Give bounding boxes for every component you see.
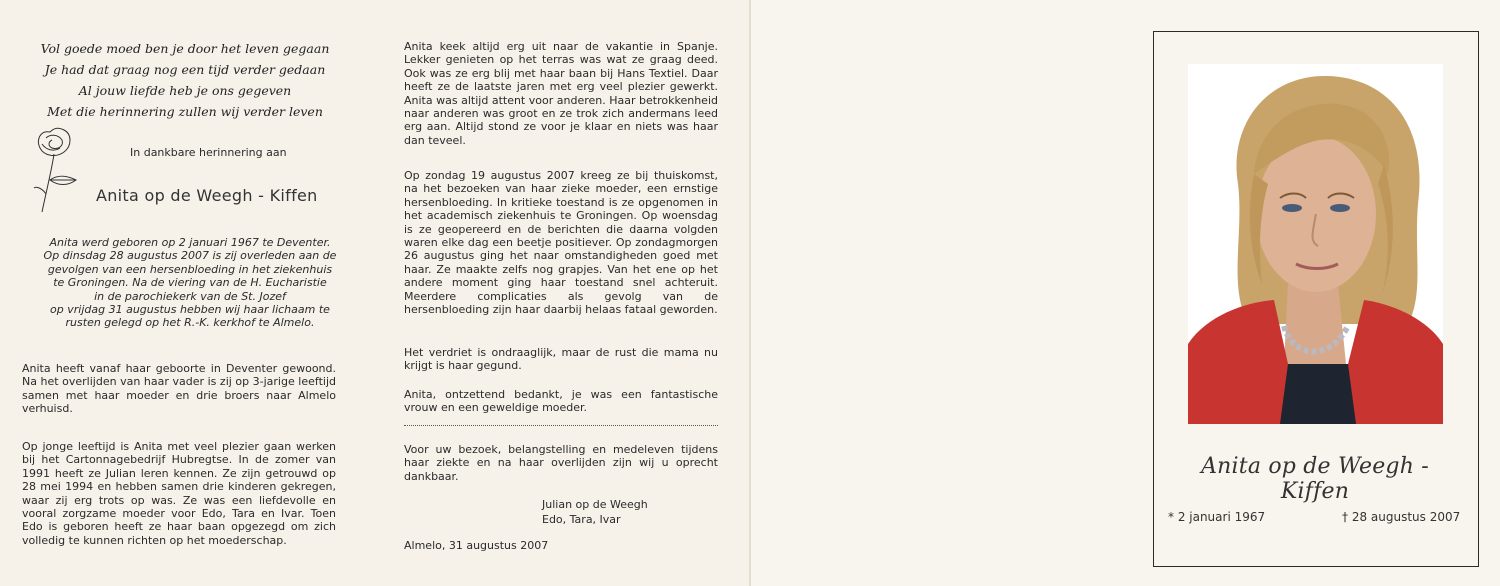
paragraph-text: Anita heeft vanaf haar geboorte in Deventer gewoond. Na het overlijden van haar vader is zij op 3-jarige leeftijd samen met haar moeder en drie broers naar Almelo verhuisd. bbox=[22, 362, 336, 416]
paragraph-youth bbox=[22, 362, 336, 416]
deceased-name: Anita op de Weegh - Kiffen bbox=[96, 186, 318, 205]
dedication-intro: In dankbare herinnering aan bbox=[130, 146, 287, 159]
deceased-name-cover: Anita op de Weegh - Kiffen bbox=[1201, 454, 1429, 504]
poem-line: Met die herinnering zullen wij verder leven bbox=[47, 104, 323, 119]
death-date: † 28 augustus 2007 bbox=[1342, 510, 1461, 524]
signature bbox=[542, 497, 648, 527]
poem-line: Je had dat graag nog een tijd verder gedaan bbox=[44, 62, 326, 77]
birth-date: * 2 januari 1967 bbox=[1168, 510, 1266, 524]
poem-line: Vol goede moed ben je door het leven gegaan bbox=[40, 41, 330, 56]
rose-icon bbox=[32, 124, 82, 216]
bio-line: in de parochiekerk van de St. Jozef bbox=[94, 289, 286, 303]
paragraph-text: Voor uw bezoek, belangstelling en medeleven tijdens haar ziekte en na haar overlijden zijn wij u oprecht dankbaar. bbox=[404, 443, 718, 483]
paragraph-grief bbox=[404, 346, 718, 373]
paragraph-text: Anita, ontzettend bedankt, je was een fantastische vrouw en een geweldige moeder. bbox=[404, 388, 718, 415]
signature-line: Julian op de Weegh bbox=[542, 498, 648, 511]
poem-line: Al jouw liefde heb je ons gegeven bbox=[78, 83, 292, 98]
bio-line: op vrijdag 31 augustus hebben wij haar lichaam te bbox=[50, 303, 330, 317]
paragraph-gratitude bbox=[404, 388, 718, 415]
paragraph-text: Het verdriet is ondraaglijk, maar de rust die mama nu krijgt is haar gegund. bbox=[404, 346, 718, 373]
paragraph-text: Anita keek altijd erg uit naar de vakantie in Spanje. Lekker genieten op het terras was wat ze graag deed. Ook was ze erg blij met haar baan bij Hans Textiel. Daar heeft ze de laatste jaren met erg veel plezier gewerkt. Anita was altijd attent voor anderen. Haar betrokkenheid naar anderen was groot en ze trok zich andermans leed erg aan. Altijd stond ze voor je klaar en niets was haar dan teveel. bbox=[404, 40, 718, 147]
paragraph-family bbox=[22, 440, 336, 547]
bio-block bbox=[20, 236, 360, 330]
paragraph-vacation bbox=[404, 40, 718, 147]
place-date: Almelo, 31 augustus 2007 bbox=[404, 539, 549, 552]
paragraph-illness bbox=[404, 169, 718, 316]
paragraph-text: Op jonge leeftijd is Anita met veel plezier gaan werken bij het Cartonnagebedrijf Hubregtse. In de zomer van 1991 heeft ze Julian leren kennen. Ze zijn getrouwd op 28 mei 1994 en hebben samen drie kinderen gekregen, waar zij erg trots op was. Ze was een liefdevolle en vooral zorgzame moeder voor Edo, Tara en Ivar. Toen Edo is geboren heeft ze haar baan opgezegd om zich volledig te kunnen richten op het moederschap. bbox=[22, 440, 336, 547]
bio-line: te Groningen. Na de viering van de H. Eucharistie bbox=[53, 276, 327, 290]
dotted-divider bbox=[404, 425, 718, 426]
paragraph-thanks bbox=[404, 443, 718, 483]
signature-line: Edo, Tara, Ivar bbox=[542, 513, 621, 526]
paragraph-text: Op zondag 19 augustus 2007 kreeg ze bij thuiskomst, na het bezoeken van haar zieke moeder, een ernstige hersenbloeding. In kritieke toestand is ze opgenomen in het academisch ziekenhuis te Groningen. Op woensdag is ze geopereerd en de berichten die daarna volgden waren elke dag een beetje positiever. Op zondagmorgen 26 augustus ging het naar omstandigheden goed met haar. Ze maakte zelfs nog grapjes. Van het ene op het andere moment ging haar toestand snel achteruit. Meerdere complicaties als gevolg van de hersenbloeding zijn haar daarbij helaas fataal geworden. bbox=[404, 169, 718, 317]
portrait-photo bbox=[1188, 64, 1443, 424]
portrait-image bbox=[1188, 64, 1443, 424]
bio-line: gevolgen van een hersenbloeding in het ziekenhuis bbox=[47, 262, 333, 276]
bio-line: Op dinsdag 28 augustus 2007 is zij overleden aan de bbox=[43, 249, 337, 263]
bio-line: rusten gelegd op het R.-K. kerkhof te Almelo. bbox=[65, 316, 315, 330]
bio-line: Anita werd geboren op 2 januari 1967 te Deventer. bbox=[49, 236, 331, 249]
card-fold bbox=[749, 0, 751, 586]
poem bbox=[30, 38, 340, 122]
